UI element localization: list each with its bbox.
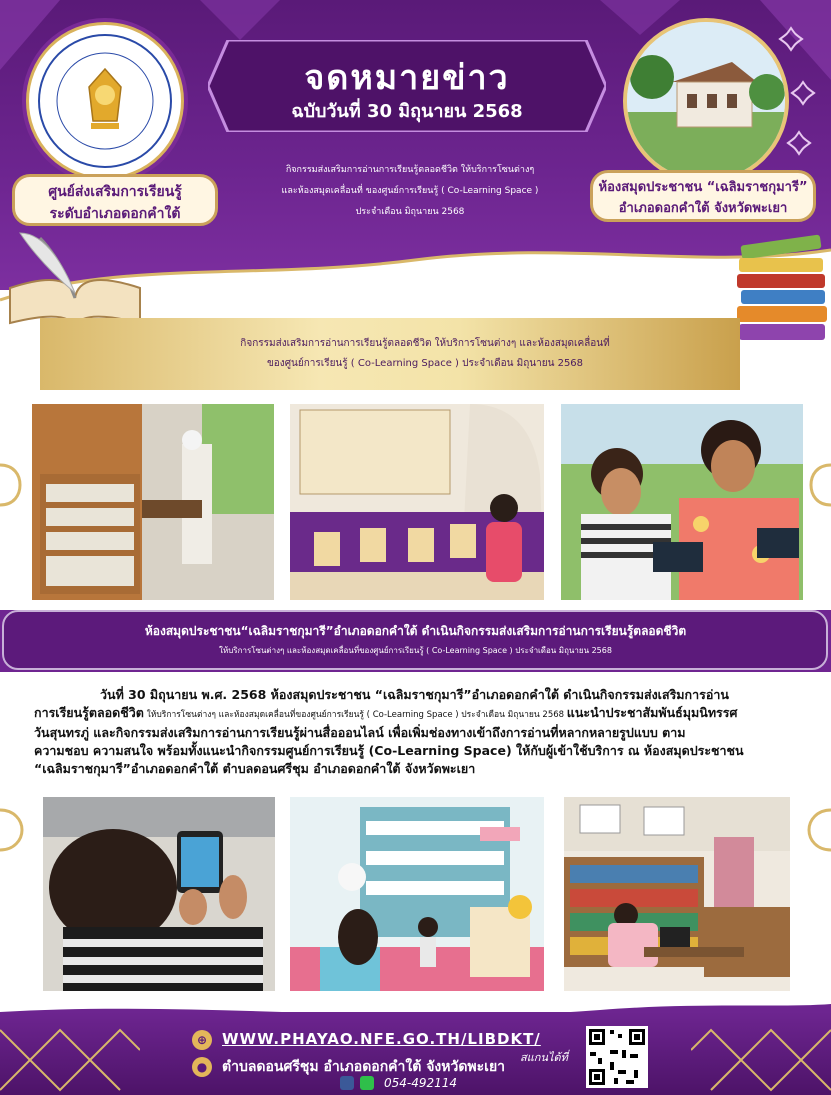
- qr-code[interactable]: [586, 1026, 648, 1088]
- location-pin-icon: ●: [192, 1057, 212, 1077]
- pill-line: อำเภอดอกคำใต้ จังหวัดพะเยา: [618, 201, 788, 216]
- article-segment: การเรียนรู้ตลอดชีวิต: [34, 705, 144, 720]
- side-ornament-icon: [805, 800, 831, 860]
- learning-center-label: [12, 174, 218, 226]
- pill-line: ห้องสมุดประชาชน “เฉลิมราชกุมารี”: [598, 180, 808, 195]
- headline-title: ห้องสมุดประชาชน“เฉลิมราชกุมารี”อำเภอดอกคำใต้ ดำเนินกิจกรรมส่งเสริมการอ่านการเรียนรู้ตลอดชีวิต: [144, 624, 687, 638]
- article-body: [34, 686, 814, 778]
- article-line: ความชอบ ความสนใจ พร้อมทั้งแนะนำกิจกรรมศูนย์การเรียนรู้ (Co-Learning Space) ให้กับผู้เข้าใช้บริการ ณ ห้องสมุดประชาชน: [34, 743, 744, 758]
- article-line: วันที่ 30 มิถุนายน พ.ศ. 2568 ห้องสมุดประชาชน “เฉลิมราชกุมารี”อำเภอดอกคำใต้ ดำเนินกิจกรรมส่งเสริมการอ่าน: [100, 687, 729, 702]
- library-building-photo: [623, 18, 789, 184]
- intro-text: [250, 160, 570, 223]
- phone-icon: [360, 1076, 374, 1090]
- article-line: วันสุนทรภู่ และกิจกรรมส่งเสริมการอ่านการเรียนรู้ผ่านสื่อออนไลน์ เพื่อเพิ่มช่องทางเข้าถึงการอ่านที่หลากหลายรูปแบบ ตาม: [34, 725, 686, 740]
- newsletter-date: ฉบับวันที่ 30 มิถุนายน 2568: [291, 101, 523, 122]
- flower-ornament-icon: [786, 130, 812, 156]
- pill-line: ศูนย์ส่งเสริมการเรียนรู้: [48, 184, 182, 200]
- address-text: ตำบลดอนศรีชุม อำเภอดอกคำใต้ จังหวัดพะเยา: [222, 1059, 506, 1075]
- flower-ornament-icon: [778, 26, 804, 52]
- footer-lattice-right-icon: [691, 1010, 831, 1095]
- intro-line: กิจกรรมส่งเสริมการอ่านการเรียนรู้ตลอดชีวิต ให้บริการโซนต่างๆ: [285, 165, 535, 175]
- photo-online-reading: [561, 404, 803, 600]
- side-ornament-icon: [0, 455, 24, 515]
- book-stack-icon: [735, 232, 831, 344]
- newsletter-title: จดหมายข่าว: [304, 58, 510, 98]
- library-name-label: [590, 170, 816, 222]
- scan-label: สแกนได้ที่: [520, 1051, 568, 1064]
- department-logo: [26, 22, 184, 180]
- photo-exhibition-table: [290, 404, 544, 600]
- globe-icon: ⊕: [192, 1030, 212, 1050]
- intro-line: และห้องสมุดเคลื่อนที่ ของศูนย์การเรียนรู้ ( Co-Learning Space ): [281, 186, 539, 196]
- banner-line: ของศูนย์การเรียนรู้ ( Co-Learning Space ) ประจำเดือน มิถุนายน 2568: [266, 358, 584, 369]
- facebook-icon: [340, 1076, 354, 1090]
- pill-line: ระดับอำเภอดอกคำใต้: [49, 206, 181, 222]
- photo-newspaper-reading: [32, 404, 274, 600]
- article-segment: ให้บริการโซนต่างๆ และห้องสมุดเคลื่อนที่ของศูนย์การเรียนรู้ ( Co-Learning Space ) ประจำเดือน มิถุนายน 2568: [143, 710, 567, 720]
- article-segment: แนะนำประชาสัมพันธ์มุมนิทรรศ: [566, 705, 738, 720]
- side-ornament-icon: [807, 455, 831, 515]
- article-line: “เฉลิมราชกุมารี”อำเภอดอกคำใต้ ตำบลดอนศรีชุม อำเภอดอกคำใต้ จังหวัดพะเยา: [34, 761, 476, 776]
- article-line: [34, 704, 814, 724]
- photo-phone-reading: [43, 797, 275, 991]
- photo-kids-zone: [290, 797, 544, 991]
- flower-ornament-icon: [790, 80, 816, 106]
- website-link[interactable]: WWW.PHAYAO.NFE.GO.TH/LIBDKT/: [222, 1030, 541, 1048]
- side-ornament-icon: [0, 800, 26, 860]
- headline-subtitle: ให้บริการโซนต่างๆ และห้องสมุดเคลื่อนที่ของศูนย์การเรียนรู้ ( Co-Learning Space ) ประจำเดือน มิถุนายน 2568: [219, 646, 612, 655]
- footer-lattice-left-icon: [0, 1010, 140, 1095]
- intro-line: ประจำเดือน มิถุนายน 2568: [355, 207, 465, 217]
- banner-line: กิจกรรมส่งเสริมการอ่านการเรียนรู้ตลอดชีวิต ให้บริการโซนต่างๆ และห้องสมุดเคลื่อนที่: [240, 338, 610, 349]
- phone-number: 054-492114: [384, 1076, 458, 1090]
- photo-tablet-reading: [564, 797, 790, 991]
- activity-banner-text: [40, 334, 810, 374]
